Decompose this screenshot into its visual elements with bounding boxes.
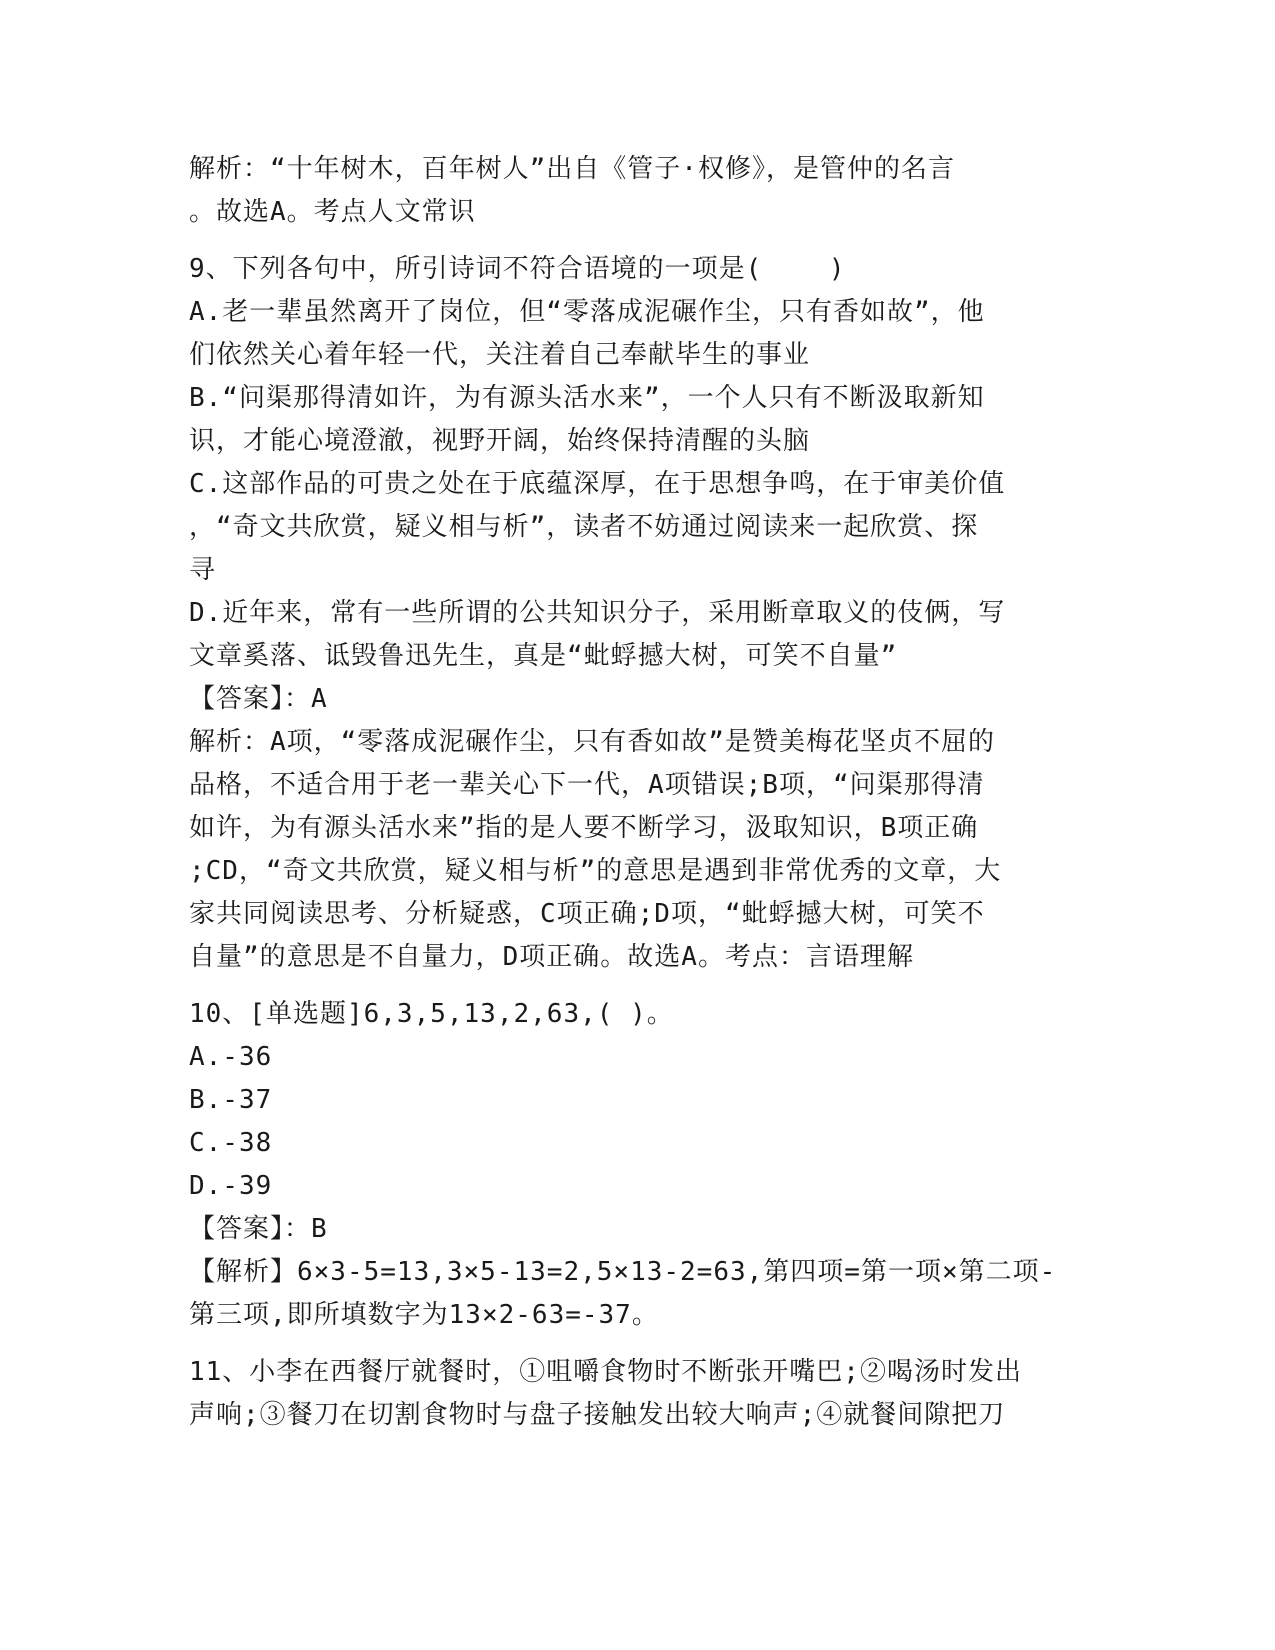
option-c: C.这部作品的可贵之处在于底蕴深厚，在于思想争鸣，在于审美价值 xyxy=(189,469,1006,499)
answer-line: 【答案】：A xyxy=(189,684,328,714)
explanation-line: 如许，为有源头活水来”指的是人要不断学习，汲取知识，B项正确 xyxy=(189,813,979,843)
question-stem: 9、下列各句中，所引诗词不符合语境的一项是( ) xyxy=(189,254,846,284)
option-d: D.近年来，常有一些所谓的公共知识分子，采用断章取义的伎俩，写 xyxy=(189,598,1006,628)
explanation-line: 品格，不适合用于老一辈关心下一代，A项错误;B项，“问渠那得清 xyxy=(189,770,985,800)
option-d: D.-39 xyxy=(189,1171,273,1201)
option-b: B.“问渠那得清如许，为有源头活水来”，一个人只有不断汲取新知 xyxy=(189,383,985,413)
explanation-line: 第三项,即所填数字为13×2-63=-37。 xyxy=(189,1300,659,1330)
option-c: C.-38 xyxy=(189,1128,273,1158)
option-a: A.-36 xyxy=(189,1042,273,1072)
question-stem: 10、[单选题]6,3,5,13,2,63,( )。 xyxy=(189,999,674,1029)
document-page xyxy=(189,148,1089,1437)
explanation-line: 解析：A项，“零落成泥碾作尘，只有香如故”是赞美梅花坚贞不屈的 xyxy=(189,727,995,757)
explanation-line: 自量”的意思是不自量力，D项正确。故选A。考点：言语理解 xyxy=(189,942,914,972)
answer-line: 【答案】：B xyxy=(189,1214,328,1244)
option-a-cont: 们依然关心着年轻一代，关注着自己奉献毕生的事业 xyxy=(189,340,811,370)
text-line: 。故选A。考点人文常识 xyxy=(189,197,476,227)
section-q9 xyxy=(189,248,1089,979)
option-c-cont: 寻 xyxy=(189,555,217,585)
section-q11 xyxy=(189,1351,1089,1437)
section-q8-explanation xyxy=(189,148,1089,234)
option-b: B.-37 xyxy=(189,1085,273,1115)
question-stem: 11、小李在西餐厅就餐时，①咀嚼食物时不断张开嘴巴;②喝汤时发出 xyxy=(189,1357,1022,1387)
section-q10 xyxy=(189,993,1089,1337)
option-c-cont: ，“奇文共欣赏，疑义相与析”，读者不妨通过阅读来一起欣赏、探 xyxy=(189,512,979,542)
option-b-cont: 识，才能心境澄澈，视野开阔，始终保持清醒的头脑 xyxy=(189,426,811,456)
option-a: A.老一辈虽然离开了岗位，但“零落成泥碾作尘，只有香如故”，他 xyxy=(189,297,985,327)
explanation-line: 【解析】6×3-5=13,3×5-13=2,5×13-2=63,第四项=第一项×第二项- xyxy=(189,1257,1057,1287)
explanation-line: 家共同阅读思考、分析疑惑，C项正确;D项，“蚍蜉撼大树，可笑不 xyxy=(189,899,985,929)
explanation-line: ;CD，“奇文共欣赏，疑义相与析”的意思是遇到非常优秀的文章，大 xyxy=(189,856,1002,886)
option-d-cont: 文章奚落、诋毁鲁迅先生，真是“蚍蜉撼大树，可笑不自量” xyxy=(189,641,898,671)
text-line: 解析：“十年树木，百年树人”出自《管子·权修》，是管仲的名言 xyxy=(189,154,955,184)
question-stem-cont: 声响;③餐刀在切割食物时与盘子接触发出较大响声;④就餐间隙把刀 xyxy=(189,1400,1006,1430)
